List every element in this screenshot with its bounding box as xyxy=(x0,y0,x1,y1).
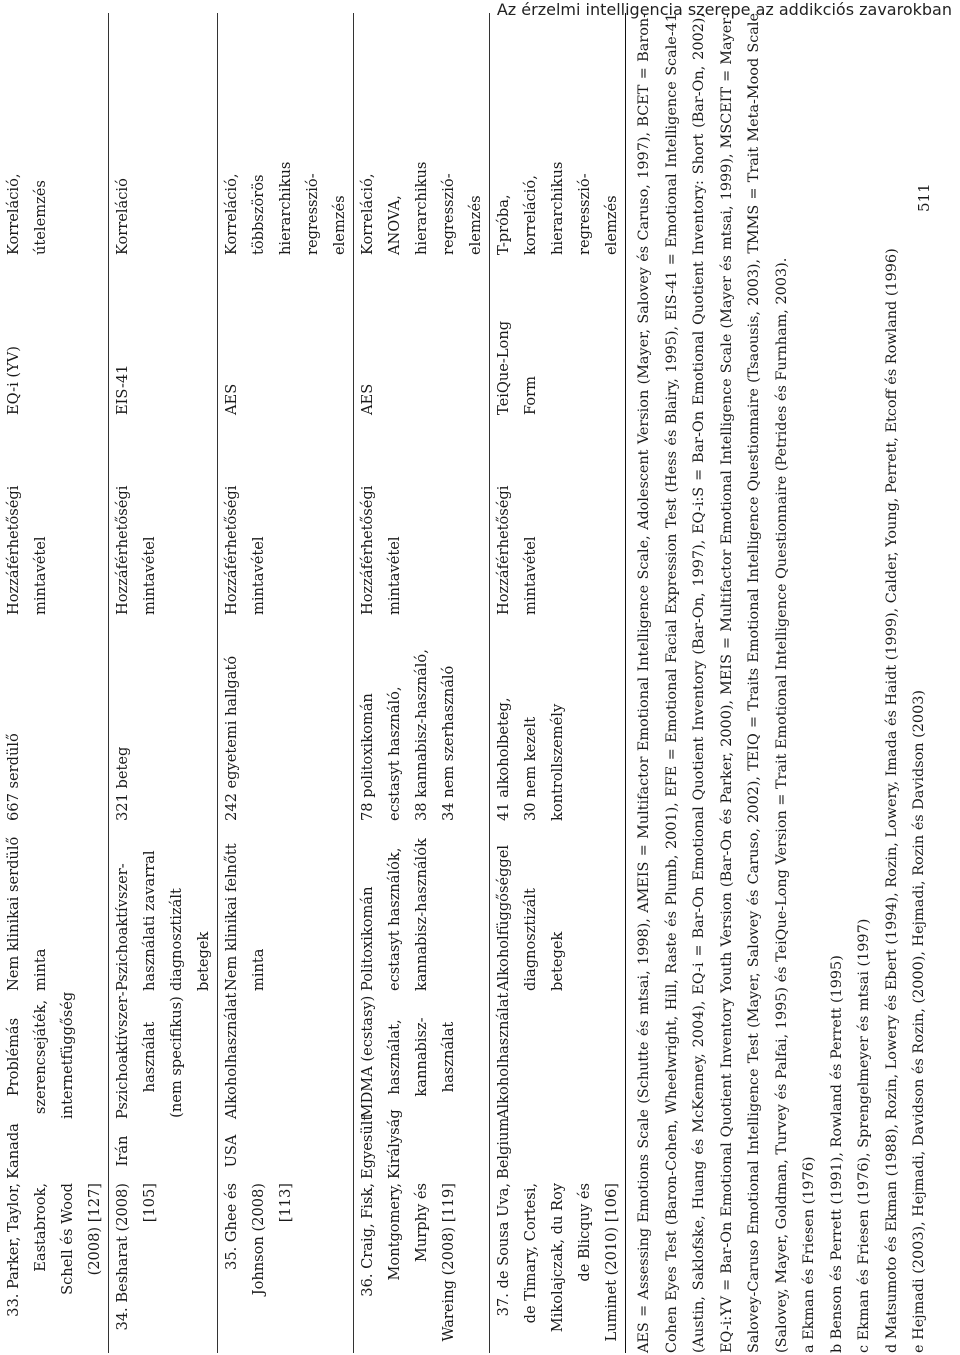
sample-cell: Nem klinikai felnőtt minta xyxy=(218,823,354,993)
table-body xyxy=(0,13,626,1353)
study-cell: 37. de Sousa Uva, de Timary, Cortesi, Mikolajczak, du Roy de Blicquy és Luminet (2010) [106] xyxy=(490,1181,626,1353)
country-cell: USA xyxy=(218,1121,354,1181)
table-row xyxy=(490,13,626,1353)
sampling-method-cell: Hozzáférhetőségi mintavétel xyxy=(5,485,49,615)
ei-measure-cell: AES xyxy=(218,257,354,417)
statistics-cell: Korreláció, többszörös hierarchikus regresszió- elemzés xyxy=(218,13,354,257)
sampling-method-cell: Hozzáférhetőségi mintavétel xyxy=(490,417,626,617)
study-cell: 33. Parker, Taylor, Eastabrook, Schell és Wood (2008) [127] xyxy=(5,1183,103,1317)
table-footnotes xyxy=(631,13,934,1353)
target-behavior-cell: Alkoholhasználat xyxy=(218,993,354,1121)
table-row xyxy=(218,13,354,1353)
country-cell: Egyesült Királyság xyxy=(354,1121,490,1181)
footnote-a: a Ekman és Friesen (1976) xyxy=(801,1156,817,1353)
statistics-cell: Korreláció, útelemzés xyxy=(5,173,49,255)
study-cell: 35. Ghee és Johnson (2008) [113] xyxy=(218,1181,354,1353)
sample-cell: Alkoholfüggőséggel diagnosztizált betegek xyxy=(490,823,626,993)
ei-measure-cell: EIS-41 xyxy=(109,257,218,417)
study-cell: 34. Besharat (2008) [105] xyxy=(109,1181,218,1353)
table-row xyxy=(109,13,218,1353)
sample-cell: Nem klinikai serdülő minta xyxy=(5,836,49,991)
sample-size-cell: 41 alkoholbeteg, 30 nem kezelt kontrollszemély xyxy=(490,617,626,823)
sample-size-cell: 667 serdülő xyxy=(5,733,22,821)
ei-measure-cell: AES xyxy=(354,257,490,417)
country-cell: Belgium xyxy=(490,1121,626,1181)
footnote-b: b Benson és Perrett (1991), Rowland és Perrett (1995) xyxy=(828,955,845,1353)
sample-size-cell: 78 politoxikomán ecstasyt használó, 38 kannabisz-használó, 34 nem szerhasználó xyxy=(354,617,490,823)
target-behavior-cell: MDMA (ecstasy) használat, kannabisz- használat xyxy=(354,993,490,1121)
rotated-page-content xyxy=(0,13,950,1353)
sampling-method-cell: Hozzáférhetőségi mintavétel xyxy=(218,417,354,617)
ei-measure-cell: EQ-i (YV) xyxy=(5,346,22,415)
page-number: 511 xyxy=(915,183,933,212)
footnote-d: d Matsumoto és Ekman (1988), Rozin, Lowery és Ebert (1994), Rozin, Lowery, Imada és Haidt (1999), Calder, Young, Perrett, Etcoff és Rowland (1996) xyxy=(883,248,900,1353)
statistics-cell: T-próba, korreláció, hierarchikus regresszió- elemzés xyxy=(490,13,626,257)
country-cell: Irán xyxy=(109,1121,218,1181)
statistics-cell: Korreláció, ANOVA, hierarchikus regresszió- elemzés xyxy=(354,13,490,257)
abbreviations-footnote: AES = Assessing Emotions Scale (Schutte és mtsai, 1998), AMEIS = Multifactor Emotional Intelligence Scale, Adolescent Version (Mayer, Salovey és Caruso, 1997), BCET = Baron-Cohen Eyes Test (Baron-Cohen, Wheelwright, Hill, Raste és Plumb, 2001), EFE = Emotional Facial Expression Test (Hess és Blairy, 1995), EIS-41 = Emotional Intelligence Scale-41 (Austin, Saklofske, Huang és McKenney, 2004), EQ-i = Bar-On Emotional Quotient Inventory (Bar-On, 1997), EQ-i:S = Bar-On Emotional Quotient Inventory: Short (Bar-On, 2002), EQ-i:YV = Bar-On Emotional Quotient Inventory Youth Version (Bar-On és Parker, 2000), MEIS = Multifactor Emotional Intelligence Scale (Mayer és mtsai, 1999), MSCEIT = Mayer-Salovey-Caruso Emotional Intelligence Test (Mayer, Salovey és Caruso, 2002), TEIQ = Traits Emotional Intelligence Questionnaire (Tsaousis, 2003), TMMS = Trait Meta-Mood Scale (Salovey, Mayer, Goldman, Turvey és Palfai, 1995) és TeiQue-Long Version = Trait Emotional Intelligence Questionnaire (Petrides és Furnham, 2003). xyxy=(636,13,790,1353)
running-header: Az érzelmi intelligencia szerepe az addikciós zavarokban xyxy=(496,0,952,19)
studies-table xyxy=(0,13,626,1353)
sample-size-cell: 321 beteg xyxy=(109,617,218,823)
ei-measure-cell: TeiQue-Long Form xyxy=(490,257,626,417)
target-behavior-cell: Problémás szerencsejáték, internetfüggőség xyxy=(5,991,76,1119)
sample-cell: Politoxikomán ecstasyt használók, kannabisz-használók xyxy=(354,823,490,993)
table-row xyxy=(354,13,490,1353)
sample-cell: Pszichoaktívszer- használati zavarral diagnosztizált betegek xyxy=(109,823,218,993)
sampling-method-cell: Hozzáférhetőségi mintavétel xyxy=(354,417,490,617)
sampling-method-cell: Hozzáférhetőségi mintavétel xyxy=(109,417,218,617)
table-row xyxy=(0,13,109,1353)
target-behavior-cell: Pszichoaktívszer- használat (nem specifikus) xyxy=(109,993,218,1121)
target-behavior-cell: Alkoholhasználat xyxy=(490,993,626,1121)
statistics-cell: Korreláció xyxy=(109,13,218,257)
country-cell: Kanada xyxy=(5,1123,22,1179)
sample-size-cell: 242 egyetemi hallgató xyxy=(218,617,354,823)
study-cell: 36. Craig, Fisk, Montgomery, Murphy és Wareing (2008) [119] xyxy=(354,1181,490,1353)
footnote-c: c Ekman és Friesen (1976), Sprengelmeyer és mtsai (1997) xyxy=(856,918,872,1353)
footnote-e: e Hejmadi (2003), Hejmadi, Davidson és Rozin, (2000), Hejmadi, Rozin és Davidson (2003) xyxy=(911,689,927,1353)
